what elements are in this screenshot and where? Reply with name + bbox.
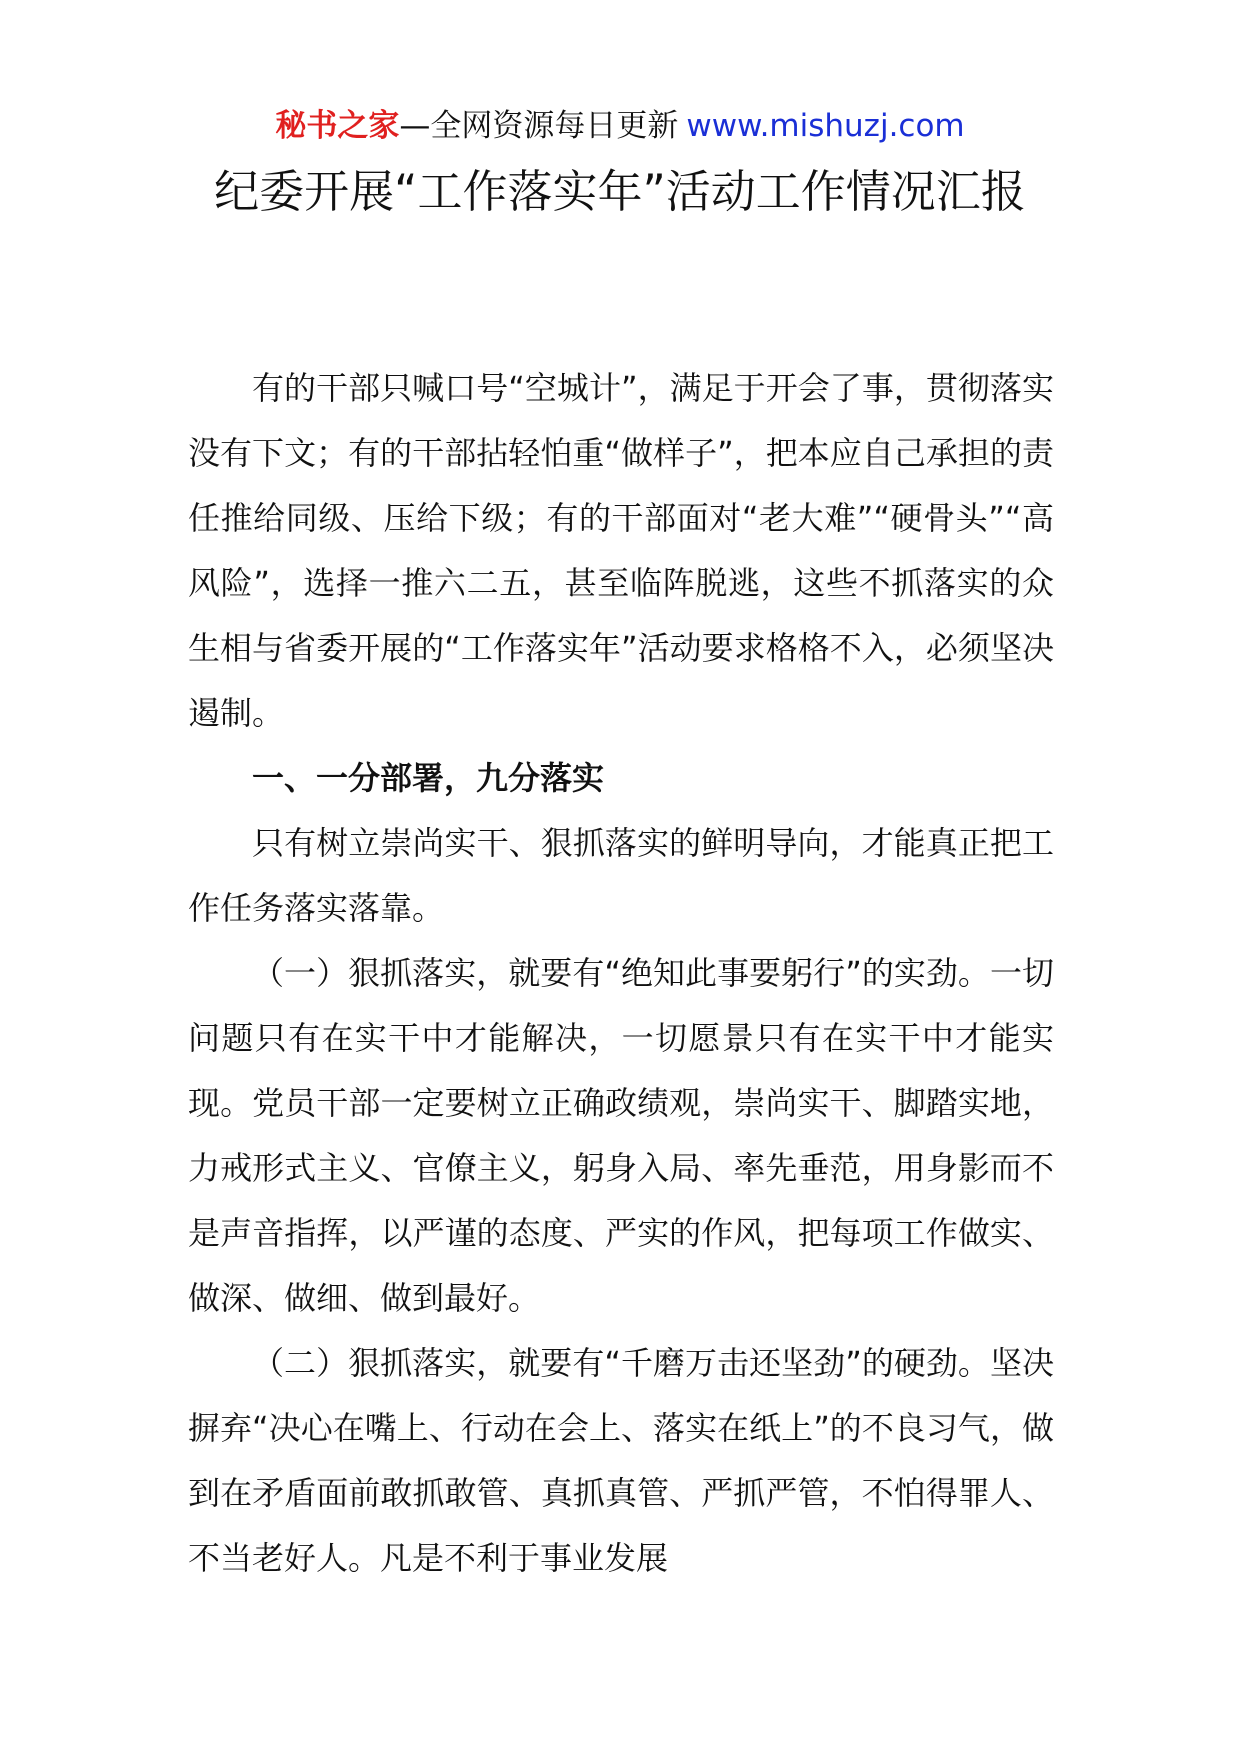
document-body xyxy=(188,356,1054,1591)
intro-paragraph: 有的干部只喊口号“空城计”，满足于开会了事，贯彻落实没有下文；有的干部拈轻怕重“做样子”，把本应自己承担的责任推给同级、压给下级；有的干部面对“老大难”“硬骨头”“高风险”，选择一推六二五，甚至临阵脱逃，这些不抓落实的众生相与省委开展的“工作落实年”活动要求格格不入，必须坚决遏制。 xyxy=(188,369,1054,732)
subsection-1-paragraph: （一）狠抓落实，就要有“绝知此事要躬行”的实劲。一切问题只有在实干中才能解决，一切愿景只有在实干中才能实现。党员干部一定要树立正确政绩观，崇尚实干、脚踏实地，力戒形式主义、官僚主义，躬身入局、率先垂范，用身影而不是声音指挥，以严谨的态度、严实的作风，把每项工作做实、做深、做细、做到最好。 xyxy=(188,954,1054,1317)
section-1-paragraph: 只有树立崇尚实干、狠抓落实的鲜明导向，才能真正把工作任务落实落靠。 xyxy=(188,824,1054,927)
site-header xyxy=(0,98,1240,154)
section-heading-1: 一、一分部署，九分落实 xyxy=(252,759,605,797)
document-title: 纪委开展“工作落实年”活动工作情况汇报 xyxy=(214,165,1026,218)
subsection-2-paragraph: （二）狠抓落实，就要有“千磨万击还坚劲”的硬劲。坚决摒弃“决心在嘴上、行动在会上、落实在纸上”的不良习气，做到在矛盾面前敢抓敢管、真抓真管、严抓严管，不怕得罪人、不当老好人。凡是不利于事业发展 xyxy=(188,1344,1054,1577)
site-brand: 秘书之家 xyxy=(275,108,400,144)
site-slogan: —全网资源每日更新 xyxy=(399,108,679,144)
site-url-link[interactable]: www.mishuzj.com xyxy=(686,108,965,144)
